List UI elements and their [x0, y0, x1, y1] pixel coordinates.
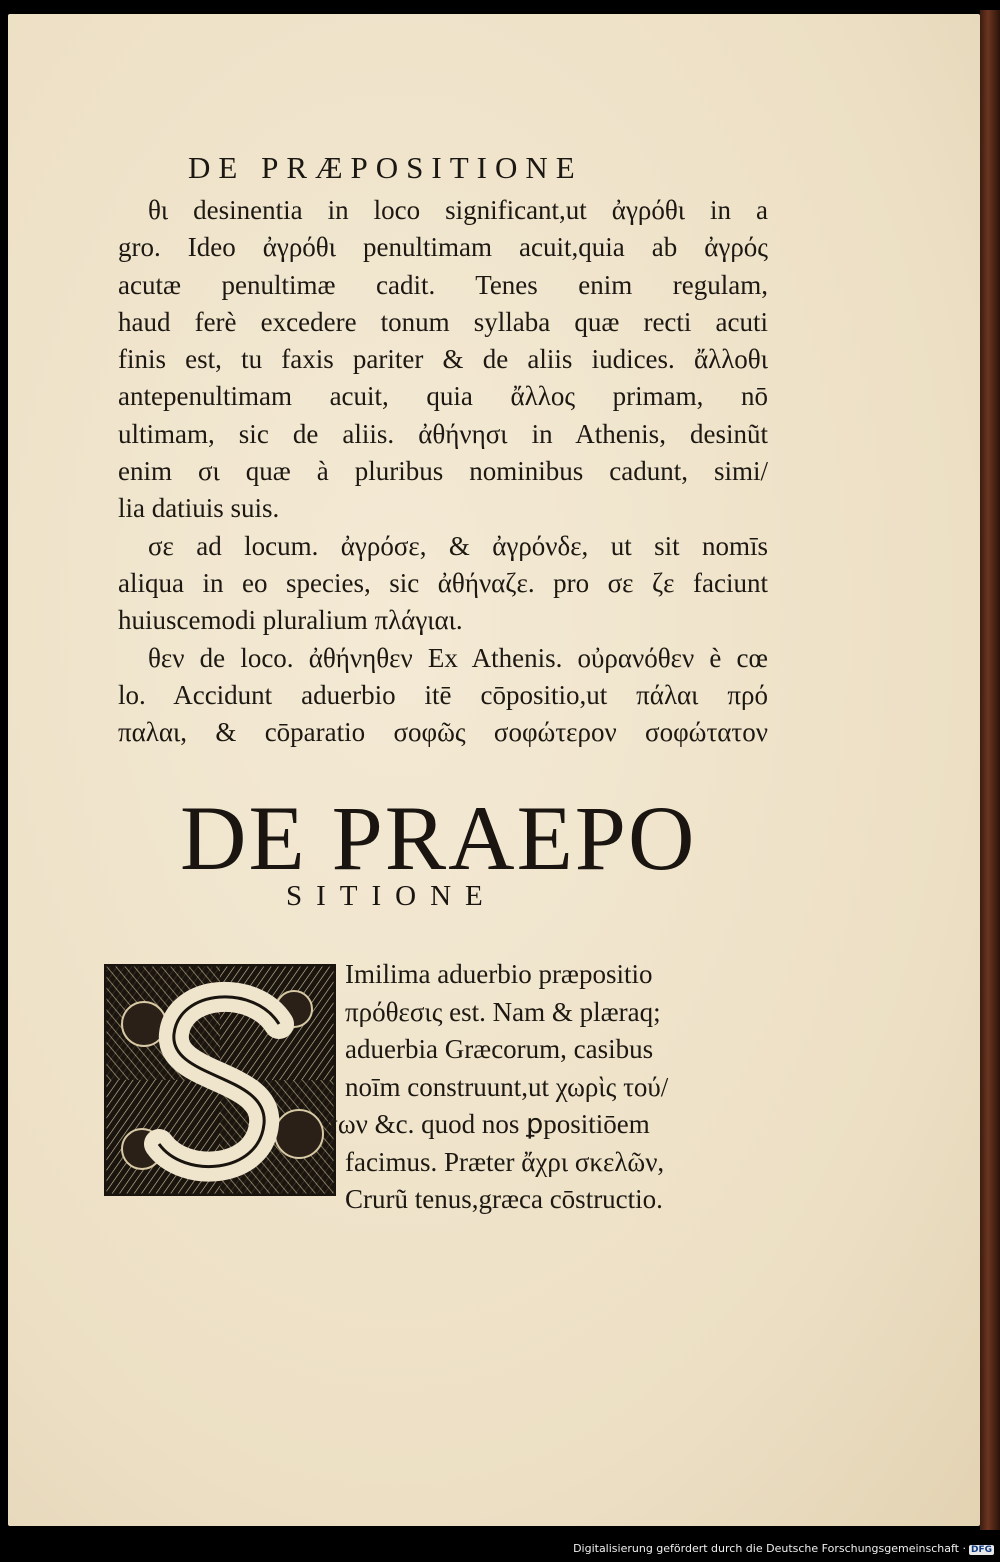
text-line: των &c. quod nos ꝑpositiōem — [327, 1109, 650, 1139]
text-line: finis est, tu faxis pariter & de aliis iudices. ἄλλοθι — [118, 344, 768, 375]
digitization-credit — [573, 1542, 994, 1555]
text-line: θι desinentia in loco significant,ut ἀγρόθι in a — [148, 195, 768, 225]
text-line: enim σι quæ à pluribus nominibus cadunt, simi/ — [118, 456, 768, 487]
running-head: DE PRÆPOSITIONE — [188, 150, 583, 185]
text-line: σε ad locum. ἀγρόσε, & ἀγρόνδε, ut sit nomīs — [148, 530, 768, 561]
woodcut-initial-icon — [104, 964, 336, 1196]
dfg-logo-icon: DFG — [970, 1545, 992, 1555]
credit-text: Digitalisierung gefördert durch die Deutsche Forschungsgemeinschaft · — [573, 1542, 966, 1555]
text-line: noīm construunt,ut χωρὶς τού/ — [345, 1071, 669, 1102]
text-line: antepenultimam acuit, quia ἄλλος primam, nō — [118, 381, 768, 412]
text-line: πρόθεσις est. Nam & plæraq; — [345, 996, 661, 1027]
text-line: lia datiuis suis. — [118, 493, 280, 524]
text-line: θεν de loco. ἀθήνηθεν Ex Athenis. οὐρανόθεν è cœ — [148, 642, 768, 673]
body-paragraphs — [118, 192, 768, 751]
text-line: haud ferè excedere tonum syllaba quæ recti acuti — [118, 306, 768, 337]
text-line: acutæ penultimæ cadit. Tenes enim regulam, — [118, 269, 768, 300]
decorated-initial — [104, 964, 336, 1196]
book-edge — [980, 10, 1000, 1530]
section-subtitle: SITIONE — [286, 880, 497, 912]
section-title: DE PRAEPO — [180, 787, 697, 889]
text-line: Crurũ tenus,græca cōstructio. — [345, 1184, 663, 1214]
text-line: ultimam, sic de aliis. ἀθήνησι in Athenis, desinũt — [118, 418, 768, 449]
text-line: gro. Ideo ἀγρόθι penultimam acuit,quia ab ἀγρός — [118, 232, 768, 263]
text-line: aduerbia Græcorum, casibus — [345, 1034, 654, 1064]
text-line: lo. Accidunt aduerbio itē cōpositio,ut πάλαι πρό — [118, 679, 768, 710]
initial-paragraph — [327, 956, 735, 1219]
text-line: huiuscemodi pluralium πλάγιαι. — [118, 605, 463, 636]
text-line: παλαι, & cōparatio σοφῶς σοφώτερον σοφώτατον — [118, 717, 768, 748]
text-line: Imilima aduerbio præpositio — [345, 959, 653, 989]
text-line: facimus. Præter ἄχρι σκελῶν, — [345, 1146, 665, 1177]
text-line: aliqua in eo species, sic ἀθήναζε. pro σε ζε faciunt — [118, 567, 768, 598]
